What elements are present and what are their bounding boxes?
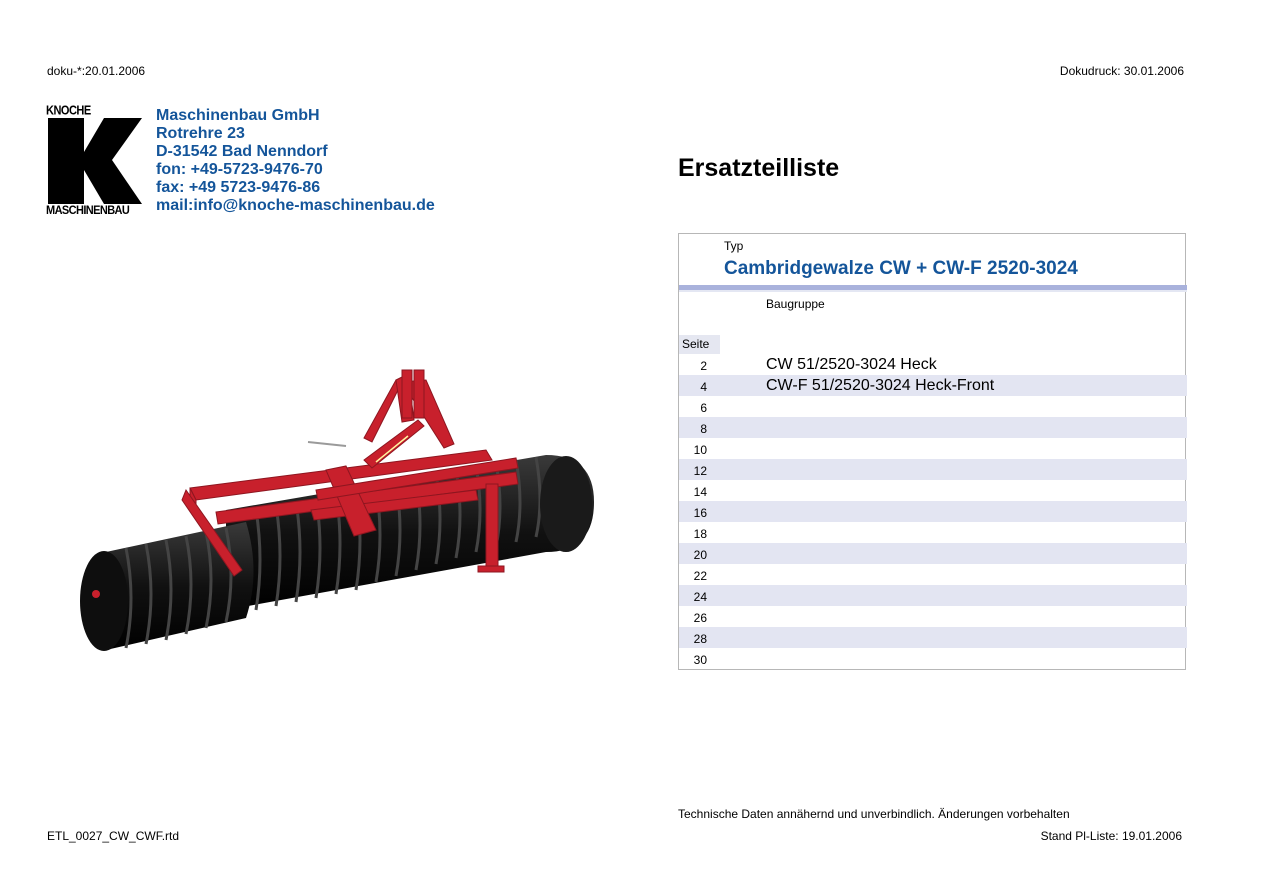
company-address xyxy=(156,107,435,215)
parts-index-table xyxy=(679,354,1187,669)
row-page: 28 xyxy=(693,632,707,646)
row-page: 22 xyxy=(693,569,707,583)
table-row xyxy=(679,648,1187,669)
file-name: ETL_0027_CW_CWF.rtd xyxy=(47,829,180,843)
table-row xyxy=(679,564,1187,585)
row-page: 6 xyxy=(700,401,707,415)
roller-left xyxy=(80,522,254,651)
row-page: 4 xyxy=(700,380,707,394)
table-row xyxy=(679,627,1187,648)
typ-label: Typ xyxy=(724,239,744,253)
row-page: 2 xyxy=(700,359,707,373)
row-page: 26 xyxy=(693,611,707,625)
top-link-pin xyxy=(308,442,346,446)
table-row xyxy=(679,417,1187,438)
company-logo xyxy=(46,104,146,216)
row-page: 12 xyxy=(693,464,707,478)
seite-label: Seite xyxy=(679,335,720,354)
company-fax: fax: +49 5723-9476-86 xyxy=(156,179,321,196)
company-email[interactable]: mail:info@knoche-maschinenbau.de xyxy=(156,197,435,214)
table-row xyxy=(679,543,1187,564)
table-row xyxy=(679,354,1187,375)
doc-date: doku-*:20.01.2006 xyxy=(47,64,146,78)
row-page: 18 xyxy=(693,527,707,541)
table-row xyxy=(679,501,1187,522)
table-row xyxy=(679,606,1187,627)
company-name: Maschinenbau GmbH xyxy=(156,107,320,124)
document-title: Ersatzteilliste xyxy=(678,154,840,182)
table-row xyxy=(679,438,1187,459)
row-page: 14 xyxy=(693,485,707,499)
logo-top-text: KNOCHE xyxy=(46,104,91,118)
row-page: 30 xyxy=(693,653,707,667)
company-city: D-31542 Bad Nenndorf xyxy=(156,143,328,160)
row-page: 20 xyxy=(693,548,707,562)
row-description[interactable]: CW-F 51/2520-3024 Heck-Front xyxy=(766,377,995,394)
row-page: 8 xyxy=(700,422,707,436)
row-page: 10 xyxy=(693,443,707,457)
logo-bottom-text: MASCHINENBAU xyxy=(46,204,130,218)
table-row xyxy=(679,585,1187,606)
panel-separator-shadow xyxy=(679,290,1187,292)
product-photo xyxy=(46,360,636,672)
logo-k-letter xyxy=(46,118,142,204)
print-date: Dokudruck: 30.01.2006 xyxy=(1059,64,1184,78)
row-page: 24 xyxy=(693,590,707,604)
table-row xyxy=(679,522,1187,543)
row-description[interactable]: CW 51/2520-3024 Heck xyxy=(766,356,937,373)
table-row xyxy=(679,459,1187,480)
parts-list-date: Stand Pl-Liste: 19.01.2006 xyxy=(1040,829,1182,843)
table-row xyxy=(679,480,1187,501)
typ-value: Cambridgewalze CW + CW-F 2520-3024 xyxy=(724,258,1078,279)
disclaimer: Technische Daten annähernd und unverbindlich. Änderungen vorbehalten xyxy=(678,807,1070,821)
table-row xyxy=(679,375,1187,396)
baugruppe-label: Baugruppe xyxy=(766,297,825,311)
company-street: Rotrehre 23 xyxy=(156,125,245,142)
row-page: 16 xyxy=(693,506,707,520)
table-row xyxy=(679,396,1187,417)
company-phone: fon: +49-5723-9476-70 xyxy=(156,161,323,178)
